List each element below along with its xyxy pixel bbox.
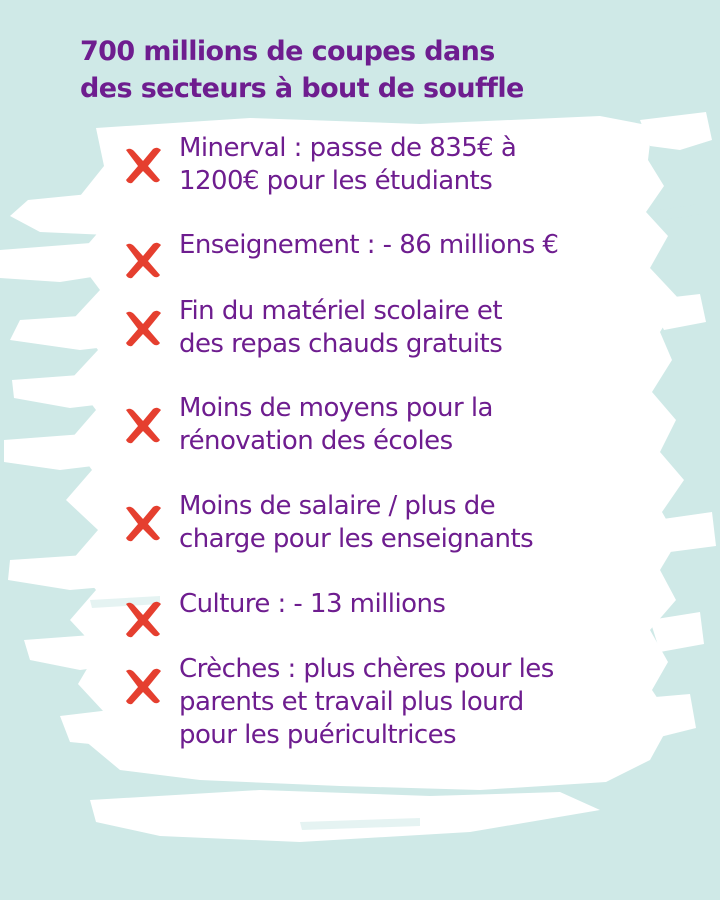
item-text-line: parents et travail plus lourd xyxy=(179,687,524,717)
item-text-line: Crèches : plus chères pour les xyxy=(179,654,554,684)
cross-icon xyxy=(120,500,166,546)
item-text xyxy=(179,392,493,458)
item-text-line: Moins de moyens pour la xyxy=(179,393,493,423)
cross-icon xyxy=(120,237,166,283)
item-text-line: charge pour les enseignants xyxy=(179,524,534,554)
item-text-line: Moins de salaire / plus de xyxy=(179,491,496,521)
item-text xyxy=(179,295,502,361)
item-text xyxy=(179,132,516,198)
item-text xyxy=(179,653,554,752)
item-text-line: Enseignement : - 86 millions € xyxy=(179,230,559,260)
item-text xyxy=(179,588,445,621)
item-text-line: pour les puéricultrices xyxy=(179,720,457,750)
cross-icon xyxy=(120,142,166,188)
item-text-line: des repas chauds gratuits xyxy=(179,329,503,359)
item-text-line: 1200€ pour les étudiants xyxy=(179,166,493,196)
cross-icon xyxy=(120,402,166,448)
cross-icon xyxy=(120,596,166,642)
item-text-line: Minerval : passe de 835€ à xyxy=(179,133,517,163)
item-text xyxy=(179,229,558,262)
title-line-2: des secteurs à bout de souffle xyxy=(80,73,524,104)
cross-icon xyxy=(120,305,166,351)
cross-icon xyxy=(120,663,166,709)
item-text-line: rénovation des écoles xyxy=(179,426,453,456)
page-title xyxy=(80,33,680,107)
item-text xyxy=(179,490,533,556)
title-line-1: 700 millions de coupes dans xyxy=(80,36,495,67)
item-text-line: Fin du matériel scolaire et xyxy=(179,296,502,326)
item-text-line: Culture : - 13 millions xyxy=(179,589,446,619)
